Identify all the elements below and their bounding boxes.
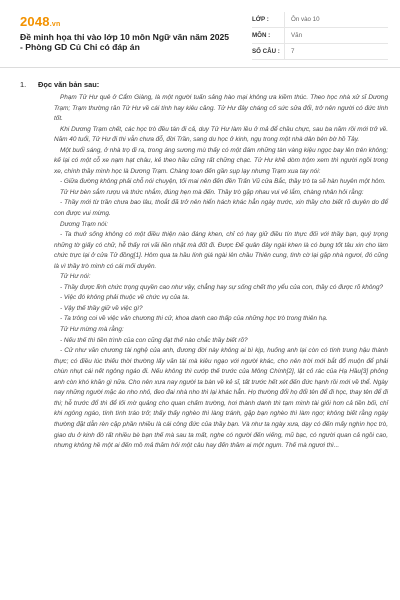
header-divider — [0, 67, 400, 68]
passage-paragraph: - Vậy thế thầy giữ về việc gì? — [60, 304, 143, 312]
passage-paragraph: Tử Hư mừng mà rằng: — [60, 326, 124, 334]
passage-paragraph: - Thầy được lĩnh chức trọng quyền cao như vậy, chẳng hay sự sống chết thọ yểu của con, thầy có được rõ không? — [60, 283, 384, 291]
meta-label-socau: SỐ CÂU : — [252, 48, 280, 55]
passage-paragraph: - Thầy mới từ trần chưa bao lâu, thoắt đã trở nên hiển hách khác hẳn ngày trước, xin thầy cho biết rõ duyên do để con được vui mừng. — [54, 199, 388, 218]
passage-paragraph: - Nếu thế thì tiền trình của con cũng đạt thế nào chắc thầy biết rõ? — [60, 336, 248, 344]
meta-row-socau — [252, 44, 388, 60]
passage-paragraph: Phạm Tử Hư quê ở Cẩm Giàng, là một người tuấn sảng hào mại không ưa kiềm thúc. Theo học nhà xử sĩ Dương Trạm; Trạm thường răn Tử Hư về cái tính hay kiêu căng. Tử Hư đây cháng cố sức sửa đổi, trở nên người có đức tính tốt. — [54, 94, 388, 123]
passage-paragraph: Một buổi sáng, ở nhà trọ đi ra, trong áng sương mù thấy có một đám những tàn vàng kiệu ngọc bay lên trên không; kế lại có một cỗ xe nạm hạt châu, kẻ theo hầu cũng rất chững chạc. Tử Hư khẽ dòm trộm xem thì người ngồi trong xe, chính thầy mình học là Dương Trạm. Chàng toan đến gần sụp lạy nhưng Trạm xua tay nói: — [54, 146, 388, 175]
passage-paragraph: Tử Hư bèn sắm rượu và thức nhắm, đúng hẹn mà đến. Thầy trò gặp nhau vui vẻ lắm, chàng nhân hỏi rằng: — [60, 188, 364, 196]
passage-paragraph: Dương Trạm nói: — [60, 220, 108, 228]
document-title: Đề minh họa thi vào lớp 10 môn Ngữ văn năm 2025 - Phòng GD Củ Chi có đáp án — [20, 32, 230, 52]
site-logo[interactable] — [20, 14, 60, 29]
meta-value-lop: Ôn vào 10 — [284, 12, 388, 27]
meta-label-lop: LỚP : — [252, 16, 269, 23]
meta-row-mon — [252, 28, 388, 44]
question-title: Đọc văn bản sau: — [38, 80, 100, 89]
passage — [54, 93, 388, 452]
question-number: 1. — [20, 80, 27, 89]
meta-label-mon: MÔN : — [252, 32, 271, 39]
question-heading — [20, 80, 388, 89]
passage-paragraph: - Việc đó không phải thuộc về chức vụ của ta. — [60, 294, 190, 302]
passage-paragraph: - Ta trông coi về việc văn chương thi cử, khoa danh cao thấp của những học trò trong thiên hạ. — [60, 315, 328, 323]
passage-paragraph: - Cử như văn chương tài nghệ của anh, đương đời này không ai bì kịp, huống anh lại còn có tính trung hậu thành thực; có điều lúc thiếu thời thường lấy văn tài mà kiêu ngạo với người khác, cho nên trời mới bắt đổ muộn để phải chùn nhụt cái nết ngông ngáo đi. Nếu không thì cướp thế trước của Mông Chính[2], lật cỏ rác của Hạ Hầu[3] phỏng anh còn khó khăn gì nữa. Cho nên xưa nay người ta bàn về kẻ sĩ, tất trước hết xét đến đức hạnh rồi mới về thể. Ngày nay những người mặc áo nho nhỏ, đeo đai nhà nho thì lại khác hẳn. Họ thường đổi họ đổi tên để đi học, thay tên để đi thi; hễ trước đổ thì để lối mờ quảng cho quan chấm trường, hơi thành danh thì tạm mình tài giỏi hơn cả tiền bối, chỉ khi ngông ngáo, tính tình tráo trở; thấy thấy nghèo thì làng tránh, gặp bạn nghèo thì làm ngơ; không biết rằng ngày thường đặt dẫn rèn cặp phần nhiều là cái công đức của thầy bạn. Và như ta ngày xưa, dạy có đến mấy nghìn học trò, giao du ở kinh đô rất nhiều bè bạn thế mà sau ta mất, nghe có người đến viếng, mũ bạc, có người quan cả ngồi cao, nhưng không hề một ai đến mồ mả thăm hỏi một câu hay đến thăm ai một ngụm. Thế mà ngươi thì... — [54, 347, 388, 450]
header — [0, 0, 400, 60]
logo-tld: .vn — [49, 21, 61, 28]
meta-table — [252, 12, 388, 60]
meta-value-socau: 7 — [284, 44, 388, 59]
passage-paragraph: - Ta thuở sống không có một điều thiện nào đáng khen, chỉ có hay giữ điều tín thực đối với thầy bạn, quý trọng những tờ giấy có chữ, hễ thấy rơi vãi liền nhặt mà đốt đi. Được Đế quân đây ngài khen là có bụng tốt tâu xin cho làm chức trực lại ở cửa Tử đồng[1]. Hôm qua ta hầu lính giá ngài lên chầu Thiên cung, tình cờ lại gặp nhà ngươi, đó cũng là vì thầy trò mình có cái mối duyên. — [54, 231, 388, 270]
passage-paragraph: Tử Hư nói: — [60, 273, 91, 281]
meta-value-mon: Văn — [284, 28, 388, 43]
passage-paragraph: - Giữa đường không phải chỗ nói chuyện, tối mai nên đến đền Trấn Vũ cửa Bắc, thầy trò ta sẽ hàn huyên một hôm. — [60, 178, 386, 186]
question-content — [20, 80, 388, 452]
logo-text: 2048 — [20, 14, 50, 29]
meta-row-lop — [252, 12, 388, 28]
passage-paragraph: Khi Dương Trạm chết, các học trò đều tán đi cả, duy Tử Hư làm lều ở mả để chầu chực, sau ba năm rồi mới trở về. Năm 40 tuổi, Tử Hư đi thi vẫn chưa đỗ, đời Trần, sang du học ở kinh, ngụ trong một nhà dân bên bờ hồ Tây. — [54, 125, 388, 144]
